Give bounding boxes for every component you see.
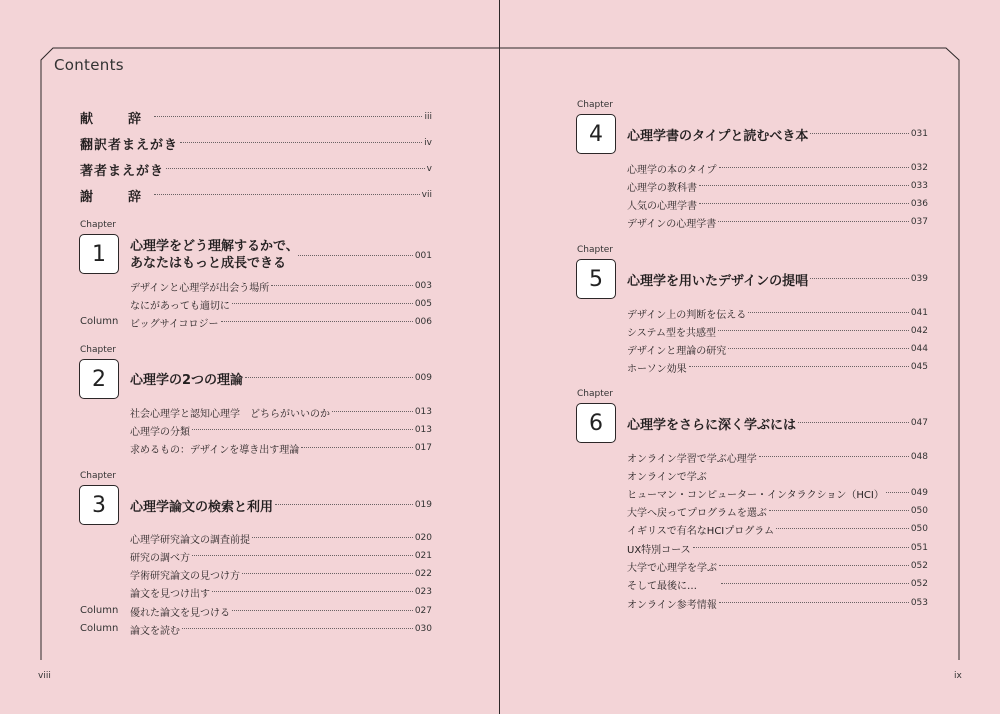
toc-entry-translator-preface[interactable] (80, 133, 432, 153)
chapter-1-page-leader (296, 248, 432, 264)
chapter-label: Chapter (80, 471, 116, 481)
toc-section[interactable] (627, 214, 928, 230)
chapter-2-title[interactable] (130, 370, 432, 386)
toc-label: イギリスで有名なHCIプログラム (627, 525, 775, 537)
toc-page: 049 (910, 488, 928, 498)
toc-label: ホーソン効果 (627, 363, 687, 375)
toc-section[interactable] (130, 296, 432, 312)
chapter-number-box: 6 (576, 403, 616, 443)
toc-section[interactable] (627, 323, 928, 339)
toc-label: 求めるもの：デザインを導き出す理論 (130, 444, 300, 456)
toc-label: 心理学の分類 (130, 426, 190, 438)
toc-label: 大学へ戻ってプログラムを選ぶ (627, 507, 767, 519)
column-label: Column (80, 316, 119, 327)
toc-page: 021 (414, 551, 432, 561)
toc-section[interactable] (627, 485, 928, 501)
toc-section[interactable] (627, 196, 928, 212)
toc-section[interactable] (130, 566, 432, 582)
leader-dots (748, 312, 909, 313)
leader-dots (242, 573, 413, 574)
leader-dots (245, 377, 413, 378)
toc-section[interactable] (130, 404, 432, 420)
leader-dots (232, 303, 413, 304)
toc-label: ヒューマン・コンピューター・インタラクション（HCI） (627, 489, 884, 501)
leader-dots (810, 278, 909, 279)
toc-label: 献 辞 (80, 111, 153, 127)
toc-page: 020 (414, 533, 432, 543)
leader-dots (719, 565, 909, 566)
toc-label: 翻訳者まえがき (80, 137, 179, 153)
toc-section[interactable] (627, 341, 928, 357)
toc-page: v (426, 164, 432, 174)
toc-page: 031 (910, 129, 928, 139)
leader-dots (332, 411, 413, 412)
book-spine (499, 0, 500, 714)
toc-label: 著者まえがき (80, 163, 165, 179)
leader-dots (232, 610, 413, 611)
leader-dots (154, 194, 420, 195)
leader-dots (719, 602, 909, 603)
toc-label: システム型を共感型 (627, 327, 716, 339)
leader-dots (154, 116, 422, 117)
toc-section[interactable] (627, 178, 928, 194)
chapter-1-title[interactable] (130, 238, 299, 272)
toc-page: 005 (414, 299, 432, 309)
leader-dots (721, 583, 909, 584)
toc-label: オンライン学習で学ぶ心理学 (627, 453, 757, 465)
chapter-label: Chapter (577, 389, 613, 399)
leader-dots (180, 142, 422, 143)
toc-label: 人気の心理学書 (627, 200, 697, 212)
toc-page: 052 (910, 579, 928, 589)
toc-label: デザインの心理学書 (627, 218, 717, 230)
toc-section[interactable] (627, 305, 928, 321)
toc-entry-author-preface[interactable] (80, 159, 432, 179)
toc-page: 039 (910, 274, 928, 284)
chapter-number-box: 3 (79, 485, 119, 525)
leader-dots (192, 429, 413, 430)
leader-dots (182, 628, 413, 629)
toc-page: 048 (910, 452, 928, 462)
toc-page: 027 (414, 606, 432, 616)
toc-page: 042 (910, 326, 928, 336)
toc-section[interactable] (627, 449, 928, 465)
leader-dots (776, 528, 909, 529)
toc-section[interactable] (627, 160, 928, 176)
toc-page: 032 (910, 163, 928, 173)
toc-page: 003 (414, 281, 432, 291)
chapter-title: 心理学を用いたデザインの提唱 (627, 273, 809, 289)
toc-page: 013 (414, 425, 432, 435)
toc-label: 優れた論文を見つける (130, 607, 230, 619)
chapter-number-box: 5 (576, 259, 616, 299)
toc-page: 050 (910, 524, 928, 534)
toc-section[interactable] (627, 540, 928, 556)
toc-page: 045 (910, 362, 928, 372)
chapter-number-box: 1 (79, 234, 119, 274)
chapter-title-line: あなたはもっと成長できる (130, 256, 287, 271)
toc-page: 050 (910, 506, 928, 516)
chapter-4-title[interactable] (627, 126, 928, 142)
leader-dots (252, 537, 413, 538)
leader-dots (298, 255, 413, 256)
toc-label: 心理学研究論文の調査前提 (130, 534, 250, 546)
column-label: Column (80, 623, 119, 634)
toc-section[interactable] (130, 278, 432, 294)
toc-label: ビッグサイコロジー (130, 318, 219, 330)
toc-section[interactable] (130, 530, 432, 546)
toc-page: 009 (414, 373, 432, 383)
toc-page: 022 (414, 569, 432, 579)
toc-page: 052 (910, 561, 928, 571)
chapter-title: 心理学書のタイプと読むべき本 (627, 128, 809, 144)
leader-dots (301, 447, 413, 448)
toc-section[interactable] (130, 603, 432, 619)
toc-page: 030 (414, 624, 432, 634)
toc-page: 023 (414, 587, 432, 597)
leader-dots (810, 133, 908, 134)
chapter-6-title[interactable] (627, 415, 928, 431)
toc-section[interactable] (130, 584, 432, 600)
toc-page: 036 (910, 199, 928, 209)
toc-label: デザイン上の判断を伝える (627, 309, 747, 321)
toc-entry-acknowledgements[interactable] (80, 185, 432, 205)
toc-page: 047 (910, 418, 928, 428)
toc-section[interactable] (627, 521, 928, 537)
toc-section[interactable] (627, 558, 928, 574)
chapter-5-title[interactable] (627, 271, 928, 287)
leader-dots (728, 348, 909, 349)
toc-section[interactable] (627, 503, 928, 519)
toc-page: iv (424, 138, 432, 148)
toc-label: 社会心理学と認知心理学 どちらがいいのか (130, 408, 330, 420)
chapter-number-box: 4 (576, 114, 616, 154)
chapter-label: Chapter (577, 100, 613, 110)
leader-dots (192, 555, 413, 556)
toc-label: UX特別コース (627, 544, 691, 556)
chapter-3-title[interactable] (130, 497, 432, 513)
toc-page: 019 (414, 500, 432, 510)
leader-dots (212, 591, 413, 592)
leader-dots (719, 167, 909, 168)
leader-dots (699, 185, 909, 186)
toc-section[interactable] (627, 595, 928, 611)
toc-page: iii (424, 112, 432, 122)
toc-section[interactable] (627, 359, 928, 375)
leader-dots (718, 221, 909, 222)
contents-title: Contents (54, 56, 124, 74)
leader-dots (221, 321, 413, 322)
toc-label: デザインと心理学が出会う場所 (130, 282, 270, 294)
toc-section[interactable] (130, 440, 432, 456)
leader-dots (689, 366, 909, 367)
leader-dots (699, 203, 909, 204)
leader-dots (693, 547, 909, 548)
toc-label: オンラインで学ぶ (627, 471, 707, 483)
toc-section[interactable] (627, 467, 928, 483)
toc-section[interactable] (130, 548, 432, 564)
chapter-label: Chapter (80, 220, 116, 230)
chapter-label: Chapter (577, 245, 613, 255)
toc-page: 051 (910, 543, 928, 553)
toc-label: 学術研究論文の見つけ方 (130, 570, 240, 582)
chapter-title-line: 心理学をどう理解するかで、 (130, 239, 299, 254)
toc-entry-dedication[interactable] (80, 107, 432, 127)
toc-label: 研究の調べ方 (130, 552, 190, 564)
leader-dots (718, 330, 909, 331)
chapter-number-box: 2 (79, 359, 119, 399)
toc-label: 謝 辞 (80, 189, 153, 205)
leader-dots (166, 168, 425, 169)
leader-dots (798, 422, 909, 423)
toc-label: 論文を見つけ出す (130, 588, 210, 600)
leader-dots (275, 504, 413, 505)
left-page-number: viii (38, 671, 51, 681)
toc-page: 037 (910, 217, 928, 227)
chapter-label: Chapter (80, 345, 116, 355)
toc-section[interactable] (130, 422, 432, 438)
toc-label: 心理学の教科書 (627, 182, 697, 194)
leader-dots (769, 510, 909, 511)
toc-page: 044 (910, 344, 928, 354)
toc-page: 006 (414, 317, 432, 327)
toc-section[interactable] (627, 576, 928, 592)
toc-page: 041 (910, 308, 928, 318)
toc-label: 大学で心理学を学ぶ (627, 562, 717, 574)
toc-label: なにがあっても適切に (130, 300, 230, 312)
toc-page: 013 (414, 407, 432, 417)
toc-page: 033 (910, 181, 928, 191)
toc-section[interactable] (130, 314, 432, 330)
leader-dots (271, 285, 413, 286)
leader-dots (759, 456, 909, 457)
toc-page: 001 (414, 251, 432, 261)
leader-dots (886, 492, 909, 493)
toc-label: 心理学の本のタイプ (627, 164, 717, 176)
chapter-title: 心理学の2つの理論 (130, 372, 244, 388)
toc-page: vii (421, 190, 432, 200)
toc-section[interactable] (130, 621, 432, 637)
toc-label: そして最後に… (627, 580, 697, 592)
toc-page: 017 (414, 443, 432, 453)
toc-page: 053 (910, 598, 928, 608)
chapter-title: 心理学をさらに深く学ぶには (627, 417, 797, 433)
column-label: Column (80, 605, 119, 616)
right-page-number: ix (954, 671, 962, 681)
toc-label: デザインと理論の研究 (627, 345, 727, 357)
toc-label: 論文を読む (130, 625, 180, 637)
toc-label: オンライン参考情報 (627, 599, 717, 611)
chapter-title: 心理学論文の検索と利用 (130, 499, 274, 515)
